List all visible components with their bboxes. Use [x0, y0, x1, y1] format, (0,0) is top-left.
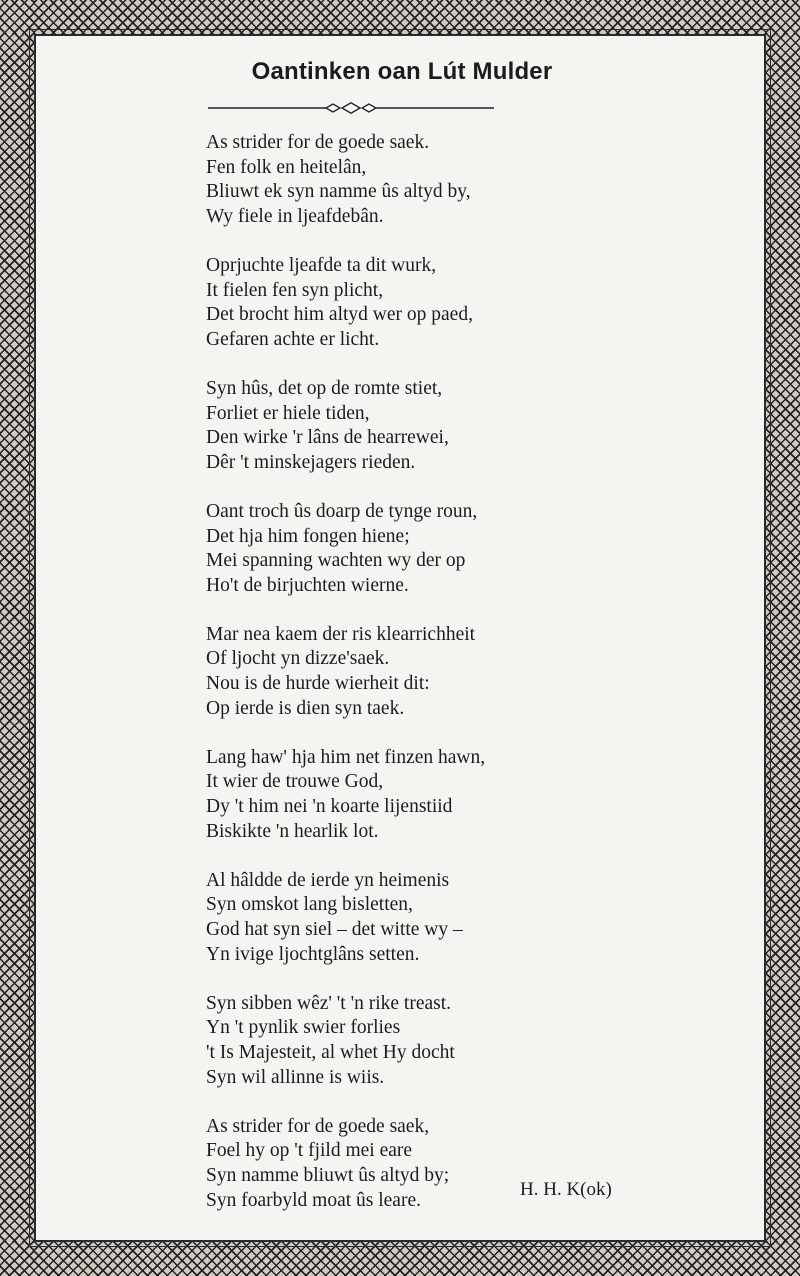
poem-line: Yn 't pynlik swier forlies: [206, 1017, 401, 1039]
poem-line: Gefaren achte er licht.: [206, 328, 380, 350]
poem-line: It fielen fen syn plicht,: [206, 279, 384, 301]
poem-line: Mar nea kaem der ris klearrichheit: [206, 623, 476, 645]
stanza: [206, 869, 626, 967]
poem-line: Den wirke 'r lâns de hearrewei,: [206, 427, 449, 449]
poem-line: Wy fiele in ljeafdebân.: [206, 205, 384, 227]
poem-line: Biskikte 'n hearlik lot.: [206, 820, 379, 842]
signature: H. H. K(ok): [520, 1179, 612, 1200]
stanza: [206, 746, 626, 844]
poem-line: Of ljocht yn dizze'saek.: [206, 648, 390, 670]
poem-line: Syn omskot lang bisletten,: [206, 894, 413, 916]
poem-line: Oant troch ûs doarp de tynge roun,: [206, 500, 478, 522]
poem-line: Fen folk en heitelân,: [206, 156, 367, 178]
poem-line: 't Is Majesteit, al whet Hy docht: [206, 1041, 455, 1063]
stanza: [206, 992, 626, 1090]
poem-line: Oprjuchte ljeafde ta dit wurk,: [206, 254, 437, 276]
poem-line: God hat syn siel – det witte wy –: [206, 919, 463, 940]
stanza: [206, 377, 626, 475]
poem-line: Det hja him fongen hiene;: [206, 525, 410, 547]
poem-line: Syn hûs, det op de romte stiet,: [206, 377, 443, 399]
poem-line: Mei spanning wachten wy der op: [206, 550, 466, 572]
poem-card: [34, 34, 766, 1242]
poem-line: Al hâldde de ierde yn heimenis: [206, 869, 450, 891]
poem-body: [206, 131, 626, 1238]
poem-line: Bliuwt ek syn namme ûs altyd by,: [206, 181, 471, 203]
poem-line: Syn sibben wêz' 't 'n rike treast.: [206, 992, 452, 1014]
poem-line: Yn ivige ljochtglâns setten.: [206, 943, 420, 965]
stanza: [206, 500, 626, 598]
poem-line: Forliet er hiele tiden,: [206, 402, 370, 424]
poem-line: Nou is de hurde wierheit dit:: [206, 673, 430, 695]
poem-line: Lang haw' hja him net finzen hawn,: [206, 746, 486, 768]
poem-line: As strider for de goede saek,: [206, 1115, 430, 1137]
poem-line: Op ierde is dien syn taek.: [206, 697, 405, 719]
poem-line: Syn wil allinne is wiis.: [206, 1066, 385, 1088]
poem-line: As strider for de goede saek.: [206, 132, 430, 153]
stanza: [206, 623, 626, 721]
poem-line: Dêr 't minskejagers rieden.: [206, 451, 416, 473]
poem-line: It wier de trouwe God,: [206, 771, 384, 793]
poem-line: Syn namme bliuwt ûs altyd by;: [206, 1164, 450, 1186]
stanza: [206, 254, 626, 352]
poem-line: Syn foarbyld moat ûs leare.: [206, 1189, 421, 1211]
stanza: [206, 131, 626, 229]
poem-title: Oantinken oan Lút Mulder: [251, 58, 553, 85]
poem-line: Foel hy op 't fjild mei eare: [206, 1140, 413, 1162]
ornament-divider: [206, 102, 496, 114]
poem-line: Det brocht him altyd wer op paed,: [206, 304, 473, 326]
poem-line: Ho't de birjuchten wierne.: [206, 574, 409, 596]
poem-line: Dy 't him nei 'n koarte lijenstiid: [206, 796, 453, 818]
